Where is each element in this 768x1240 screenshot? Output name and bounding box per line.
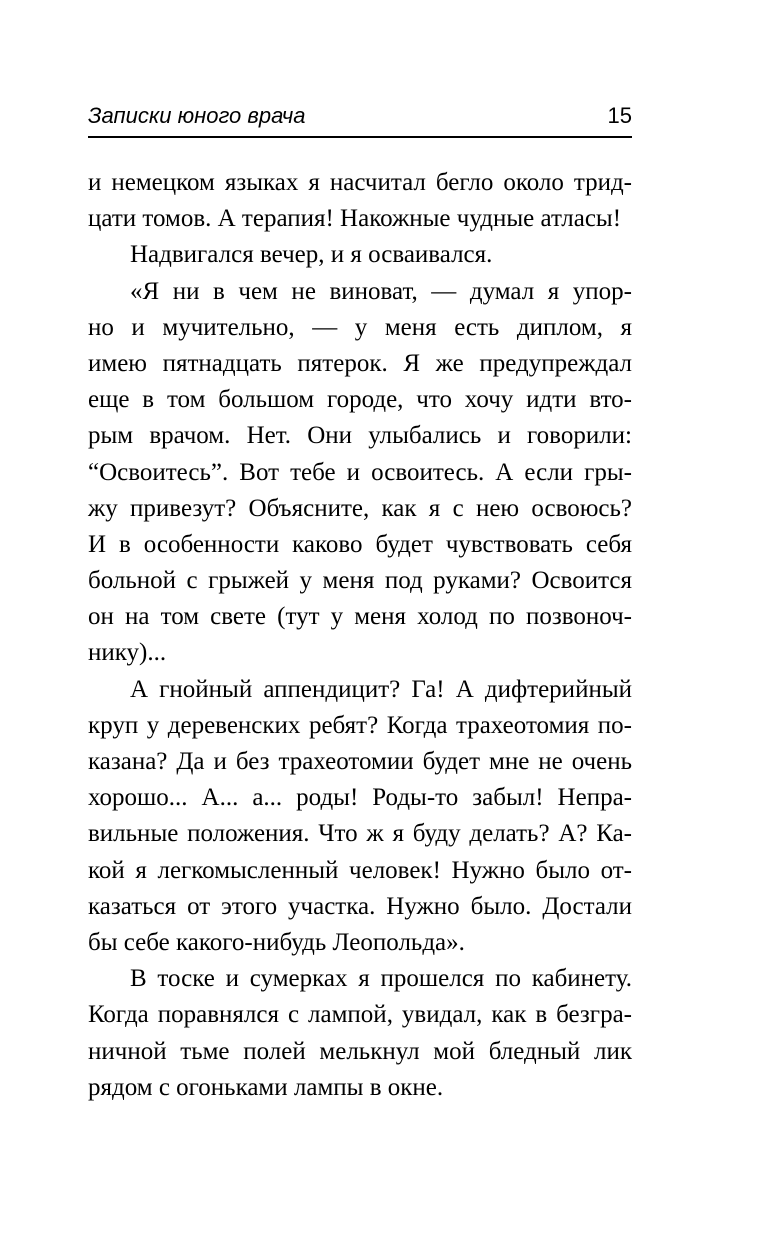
text-line: цати томов. А терапия! Накожные чудные атласы! (88, 205, 622, 233)
text-line: рым врачом. Нет. Они улыбались и говорили: (88, 422, 632, 450)
text-line: казаться от этого участка. Нужно было. Достали (88, 892, 632, 920)
text-line: вильные положения. Что ж я буду делать? А? Ка- (88, 820, 632, 848)
text-line: ничной тьме полей мелькнул мой бледный лик (88, 1037, 632, 1065)
text-line: “Освоитесь”. Вот тебе и освоитесь. А если гры- (88, 458, 632, 486)
text-line: Надвигался вечер, и я осваивался. (130, 241, 493, 269)
text-line: хорошо... А... а... роды! Роды-то забыл! Непра- (88, 784, 632, 812)
text-line: кой я легкомысленный человек! Нужно было от- (88, 856, 632, 884)
paragraph (88, 961, 632, 1106)
paragraph (88, 672, 632, 962)
text-line: И в особенности каково будет чувствовать себя (88, 530, 632, 558)
running-title: Записки юного врача (88, 103, 306, 128)
text-line: имею пятнадцать пятерок. Я же предупреждал (88, 349, 632, 377)
text-line: еще в том большом городе, что хочу идти вто- (88, 386, 632, 414)
page-number: 15 (607, 103, 632, 128)
text-line: больной с грыжей у меня под руками? Освоится (88, 567, 632, 595)
text-line: он на том свете (тут у меня холод по позвоноч- (88, 603, 632, 631)
body-text (88, 165, 632, 1106)
running-header (88, 96, 632, 138)
text-line: казана? Да и без трахеотомии будет мне не очень (88, 748, 632, 775)
text-line: нику)... (88, 639, 167, 667)
text-line: бы себе какого-нибудь Леопольда». (88, 928, 465, 956)
text-line: жу привезут? Объясните, как я с нею освоюсь? (88, 494, 632, 522)
text-line: В тоске и сумерках я прошелся по кабинету. (130, 965, 632, 993)
text-line: и немецком языках я насчитал бегло около трид- (88, 169, 632, 196)
text-line: рядом с огоньками лампы в окне. (88, 1073, 444, 1101)
paragraph (88, 274, 632, 672)
paragraph (88, 165, 632, 237)
text-line: «Я ни в чем не виноват, — думал я упор- (130, 277, 632, 305)
text-line: но и мучительно, — у меня есть диплом, я (88, 313, 632, 341)
text-line: А гнойный аппендицит? Га! А дифтерийный (130, 675, 632, 703)
text-line: Когда поравнялся с лампой, увидал, как в безгра- (88, 1001, 632, 1029)
text-line: круп у деревенских ребят? Когда трахеотомия по- (88, 711, 632, 739)
paragraph (88, 237, 632, 273)
